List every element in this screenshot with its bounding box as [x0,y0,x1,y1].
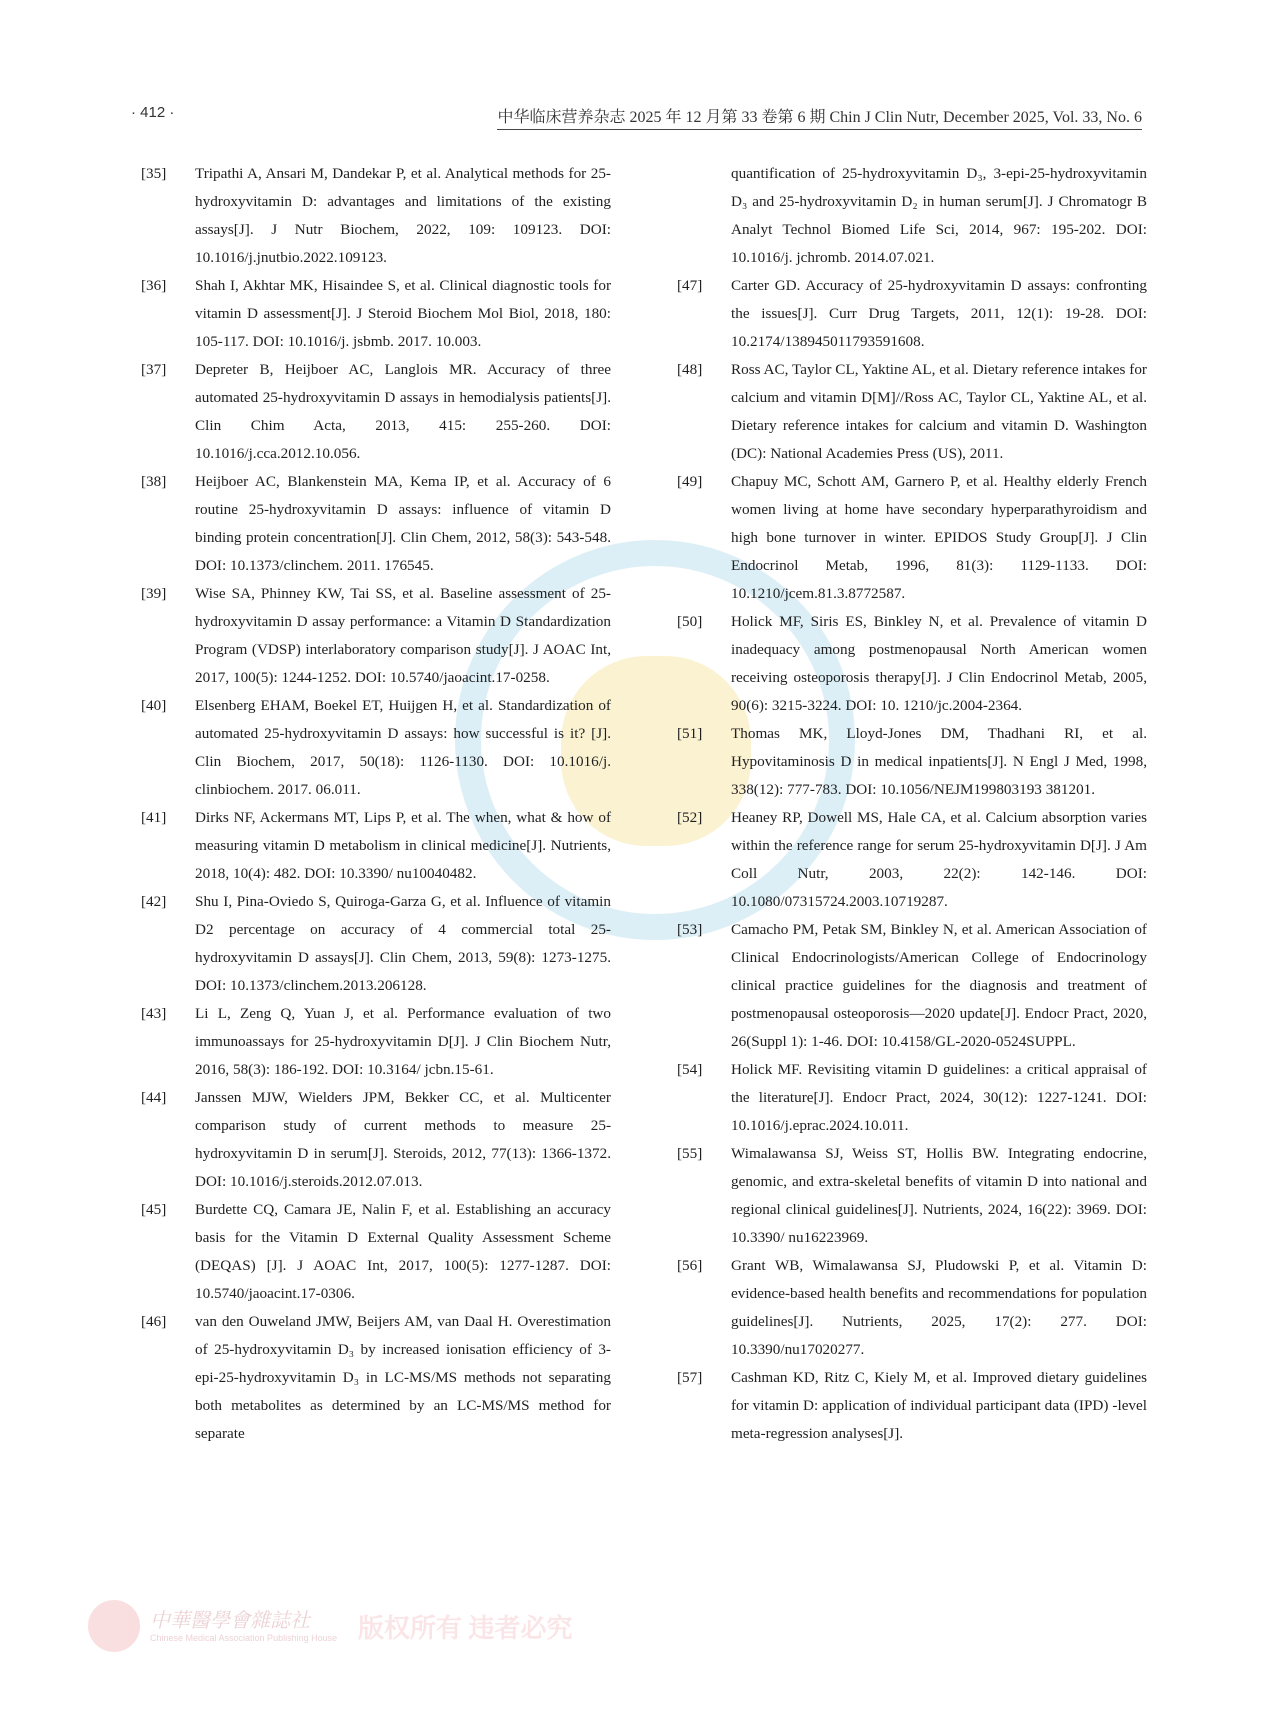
reference-item: [53] Camacho PM, Petak SM, Binkley N, et al. American Association of Clinical Endocrinologists/American College of Endocrinology clinical practice guidelines for the diagnosis and treatment of postmenopausal osteoporosis—2020 update[J]. Endocr Pract, 2020, 26(Suppl 1): 1-46. DOI: 10.4158/GL-2020-0524SUPPL. [677,921,1147,1050]
reference-item: [50] Holick MF, Siris ES, Binkley N, et al. Prevalence of vitamin D inadequacy among postmenopausal North American women receiving osteoporosis therapy[J]. J Clin Endocrinol Metab, 2005, 90(6): 3215-3224. DOI: 10. 1210/jc.2004-2364. [677,613,1147,714]
reference-item: [39] Wise SA, Phinney KW, Tai SS, et al. Baseline assessment of 25-hydroxyvitamin D assay performance: a Vitamin D Standardization Program (VDSP) interlaboratory comparison study[J]. J AOAC Int, 2017, 100(5): 1244-1252. DOI: 10.5740/jaoacint.17-0258. [141,585,611,686]
reference-item: [51] Thomas MK, Lloyd-Jones DM, Thadhani RI, et al. Hypovitaminosis D in medical inpatients[J]. N Engl J Med, 1998, 338(12): 777-783. DOI: 10.1056/NEJM199803193 381201. [677,725,1147,798]
reference-item: [44] Janssen MJW, Wielders JPM, Bekker CC, et al. Multicenter comparison study of current methods to measure 25-hydroxyvitamin D in serum[J]. Steroids, 2012, 77(13): 1366-1372. DOI: 10.1016/j.steroids.2012.07.013. [141,1089,611,1190]
journal-title: 中华临床营养杂志 2025 年 12 月第 33 卷第 6 期 Chin J Clin Nutr, December 2025, Vol. 33, No. 6 [497,104,1142,130]
reference-item: [35] Tripathi A, Ansari M, Dandekar P, et al. Analytical methods for 25-hydroxyvitamin D: advantages and limitations of the existing assays[J]. J Nutr Biochem, 2022, 109: 109123. DOI: 10.1016/j.jnutbio.2022.109123. [141,165,611,266]
reference-item: [57] Cashman KD, Ritz C, Kiely M, et al. Improved dietary guidelines for vitamin D: application of individual participant data (IPD) -level meta-regression analyses[J]. [677,1369,1147,1442]
reference-item: [52] Heaney RP, Dowell MS, Hale CA, et al. Calcium absorption varies within the reference range for serum 25-hydroxyvitamin D[J]. J Am Coll Nutr, 2003, 22(2): 142-146. DOI: 10.1080/07315724.2003.10719287. [677,809,1147,910]
reference-item: [40] Elsenberg EHAM, Boekel ET, Huijgen H, et al. Standardization of automated 25-hydroxyvitamin D assays: how successful is it? [J]. Clin Biochem, 2017, 50(18): 1126-1130. DOI: 10.1016/j. clinbiochem. 2017. 06.011. [141,697,611,798]
reference-item: [55] Wimalawansa SJ, Weiss ST, Hollis BW. Integrating endocrine, genomic, and extra-skeletal benefits of vitamin D into national and regional clinical guidelines[J]. Nutrients, 2024, 16(22): 3969. DOI: 10.3390/ nu16223969. [677,1145,1147,1246]
publisher-logo-icon [88,1600,140,1652]
copyright-notice: 版权所有 违者必究 [358,1614,573,1643]
reference-item: [46] van den Ouweland JMW, Beijers AM, van Daal H. Overestimation of 25-hydroxyvitamin D₃ by increased ionisation efficiency of 3-epi-25-hydroxyvitamin D₃ in LC-MS/MS methods not separating both metabolites as determined by an LC-MS/MS method for separate [141,1313,611,1442]
page-header [131,104,1142,128]
reference-item: [42] Shu I, Pina-Oviedo S, Quiroga-Garza G, et al. Influence of vitamin D2 percentage on accuracy of 4 commercial total 25-hydroxyvitamin D assays[J]. Clin Chem, 2013, 59(8): 1273-1275. DOI: 10.1373/clinchem.2013.206128. [141,893,611,994]
publisher-name-cn: 中華醫學會雜誌社 [150,1610,310,1632]
references-left-column [141,160,611,1448]
publisher-name-en: Chinese Medical Association Publishing House [150,1633,338,1643]
reference-item: [36] Shah I, Akhtar MK, Hisaindee S, et al. Clinical diagnostic tools for vitamin D assessment[J]. J Steroid Biochem Mol Biol, 2018, 180: 105-117. DOI: 10.1016/j. jsbmb. 2017. 10.003. [141,277,611,350]
page-number: · 412 · [131,104,175,121]
reference-item: [43] Li L, Zeng Q, Yuan J, et al. Performance evaluation of two immunoassays for 25-hydroxyvitamin D[J]. J Clin Biochem Nutr, 2016, 58(3): 186-192. DOI: 10.3164/ jcbn.15-61. [141,1005,611,1078]
reference-item: [37] Depreter B, Heijboer AC, Langlois MR. Accuracy of three automated 25-hydroxyvitamin D assays in hemodialysis patients[J]. Clin Chim Acta, 2013, 415: 255-260. DOI: 10.1016/j.cca.2012.10.056. [141,361,611,462]
reference-item: [48] Ross AC, Taylor CL, Yaktine AL, et al. Dietary reference intakes for calcium and vitamin D[M]//Ross AC, Taylor CL, Yaktine AL, et al. Dietary reference intakes for calcium and vitamin D. Washington (DC): National Academies Press (US), 2011. [677,361,1147,462]
reference-item: [54] Holick MF. Revisiting vitamin D guidelines: a critical appraisal of the literature[J]. Endocr Pract, 2024, 30(12): 1227-1241. DOI: 10.1016/j.eprac.2024.10.011. [677,1061,1147,1134]
reference-item: [45] Burdette CQ, Camara JE, Nalin F, et al. Establishing an accuracy basis for the Vitamin D External Quality Assessment Scheme (DEQAS) [J]. J AOAC Int, 2017, 100(5): 1277-1287. DOI: 10.5740/jaoacint.17-0306. [141,1201,611,1302]
reference-item: [56] Grant WB, Wimalawansa SJ, Pludowski P, et al. Vitamin D: evidence-based health benefits and recommendations for population guidelines[J]. Nutrients, 2025, 17(2): 277. DOI: 10.3390/nu17020277. [677,1257,1147,1358]
publisher-watermark [88,1600,608,1652]
reference-item: [38] Heijboer AC, Blankenstein MA, Kema IP, et al. Accuracy of 6 routine 25-hydroxyvitamin D assays: influence of vitamin D binding protein concentration[J]. Clin Chem, 2012, 58(3): 543-548. DOI: 10.1373/clinchem. 2011. 176545. [141,473,611,574]
references-right-column [677,160,1147,1448]
reference-item: [47] Carter GD. Accuracy of 25-hydroxyvitamin D assays: confronting the issues[J]. Curr Drug Targets, 2011, 12(1): 19-28. DOI: 10.2174/138945011793591608. [677,277,1147,350]
reference-item: [49] Chapuy MC, Schott AM, Garnero P, et al. Healthy elderly French women living at home have secondary hyperparathyroidism and high bone turnover in winter. EPIDOS Study Group[J]. J Clin Endocrinol Metab, 1996, 81(3): 1129-1133. DOI: 10.1210/jcem.81.3.8772587. [677,473,1147,602]
reference-item: quantification of 25-hydroxyvitamin D₃, 3-epi-25-hydroxyvitamin D₃ and 25-hydroxyvitamin D₂ in human serum[J]. J Chromatogr B Analyt Technol Biomed Life Sci, 2014, 967: 195-202. DOI: 10.1016/j. jchromb. 2014.07.021. [731,165,1147,266]
reference-item: [41] Dirks NF, Ackermans MT, Lips P, et al. The when, what & how of measuring vitamin D metabolism in clinical medicine[J]. Nutrients, 2018, 10(4): 482. DOI: 10.3390/ nu10040482. [141,809,611,882]
